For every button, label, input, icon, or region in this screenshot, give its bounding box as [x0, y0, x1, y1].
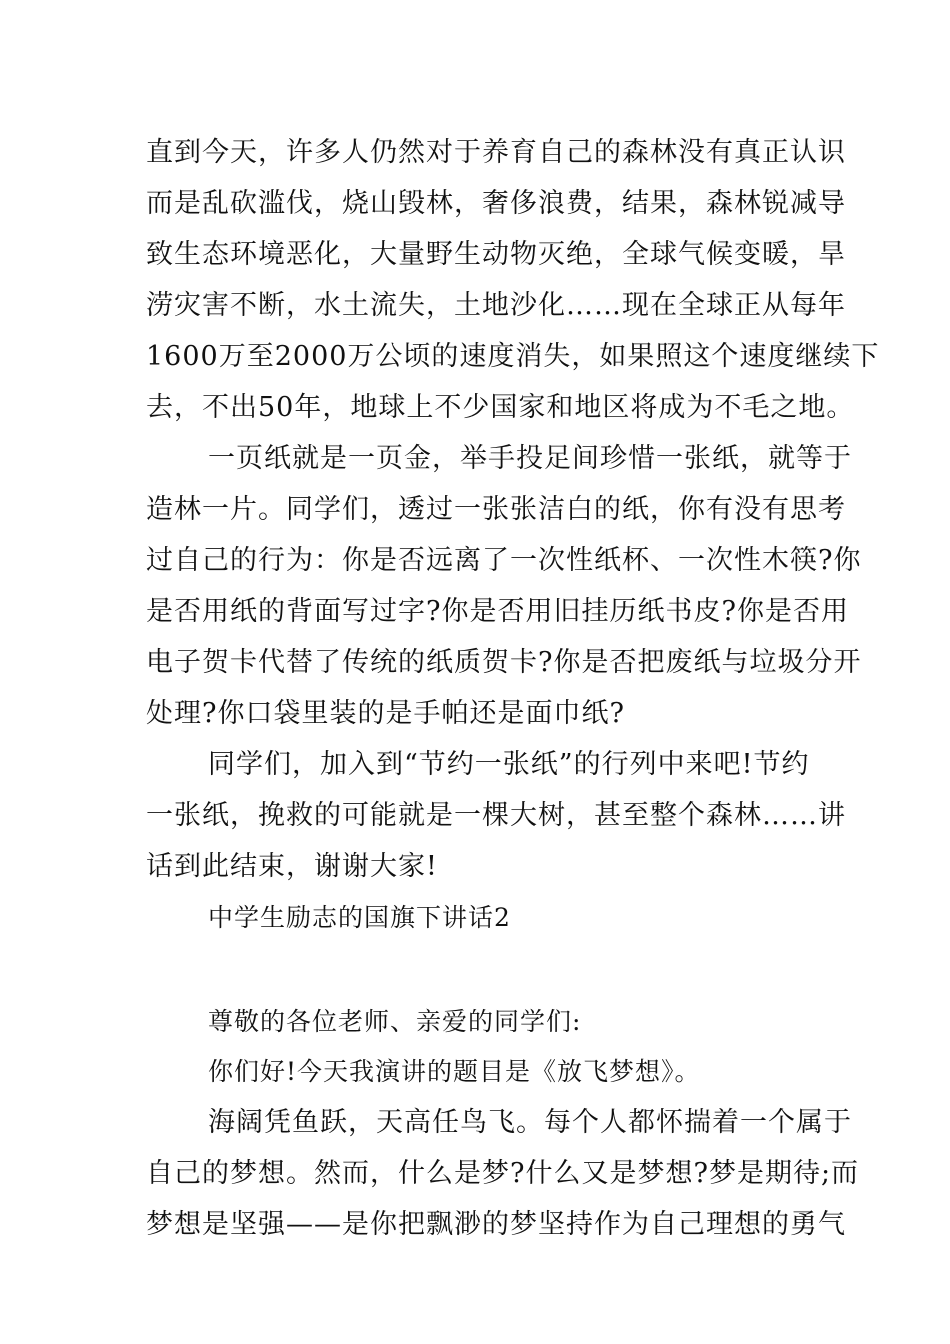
paragraph-line: 话到此结束，谢谢大家! [146, 851, 438, 882]
paragraph-line: 涝灾害不断，水土流失，土地沙化……现在全球正从每年 [146, 290, 846, 321]
paragraph-line: 处理?你口袋里装的是手帕还是面巾纸? [146, 698, 625, 729]
paragraph-line: 自己的梦想。然而，什么是梦?什么又是梦想?梦是期待;而 [146, 1158, 860, 1189]
paragraph-line: 一张纸，挽救的可能就是一棵大树，甚至整个森林……讲 [146, 800, 846, 831]
paragraph-line: 造林一片。同学们，透过一张张洁白的纸，你有没有思考 [146, 494, 846, 525]
paragraph-line: 直到今天，许多人仍然对于养育自己的森林没有真正认识 [146, 137, 846, 168]
section-title: 中学生励志的国旗下讲话2 [208, 903, 511, 932]
paragraph-line: 致生态环境恶化，大量野生动物灭绝，全球气候变暖，旱 [146, 239, 846, 270]
greeting: 你们好!今天我演讲的题目是《放飞梦想》。 [208, 1057, 701, 1086]
paragraph-line: 一页纸就是一页金，举手投足间珍惜一张纸，就等于 [208, 443, 852, 474]
paragraph-line: 是否用纸的背面写过字?你是否用旧挂历纸书皮?你是否用 [146, 596, 849, 627]
paragraph-line: 同学们，加入到“节约一张纸”的行列中来吧!节约 [208, 749, 810, 780]
paragraph-line: 电子贺卡代替了传统的纸质贺卡?你是否把废纸与垃圾分开 [146, 647, 862, 678]
paragraph-line: 1600万至2000万公顷的速度消失，如果照这个速度继续下 [146, 341, 880, 372]
paragraph-line: 过自己的行为：你是否远离了一次性纸杯、一次性木筷?你 [146, 545, 862, 576]
paragraph-line: 而是乱砍滥伐，烧山毁林，奢侈浪费，结果，森林锐减导 [146, 188, 846, 219]
salutation: 尊敬的各位老师、亲爱的同学们: [208, 1007, 582, 1036]
paragraph-line: 海阔凭鱼跃，天高任鸟飞。每个人都怀揣着一个属于 [208, 1107, 852, 1138]
paragraph-line: 去，不出50年，地球上不少国家和地区将成为不毛之地。 [146, 392, 855, 423]
paragraph-line: 梦想是坚强——是你把飘渺的梦坚持作为自己理想的勇气 [146, 1209, 846, 1240]
